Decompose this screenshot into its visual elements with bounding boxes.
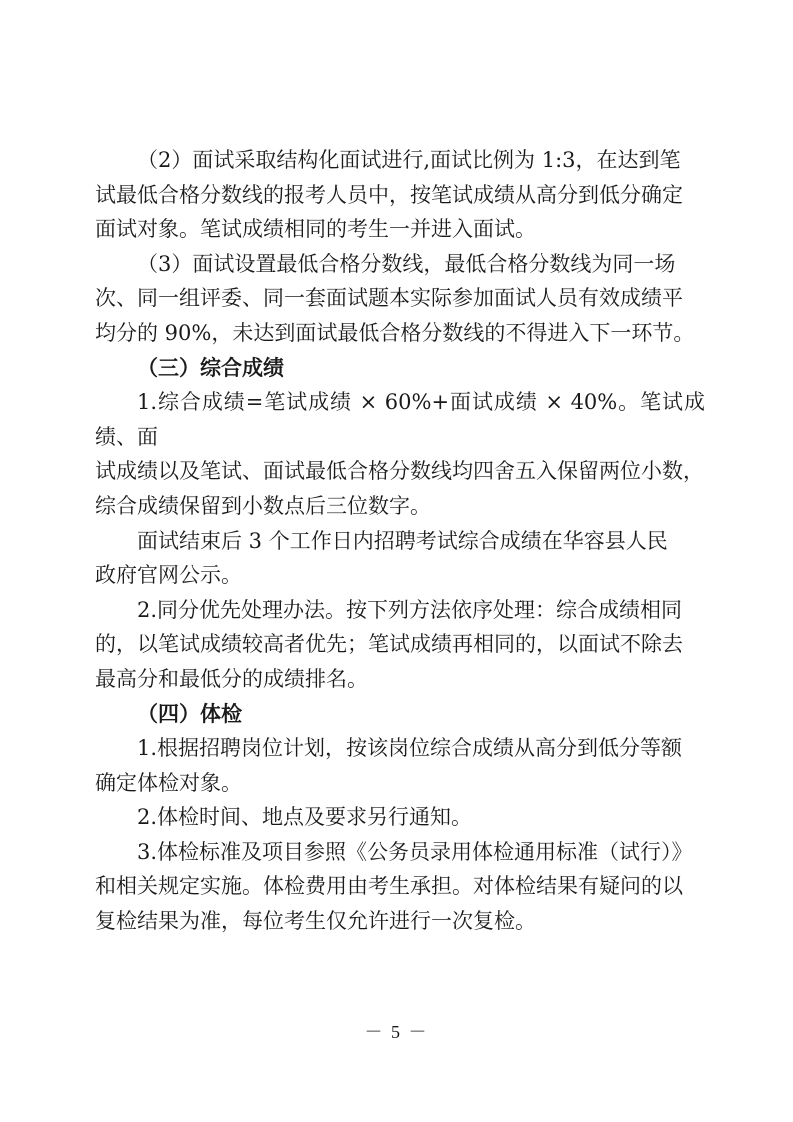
paragraph-physical-standards: 3.体检标准及项目参照《公务员录用体检通用标准（试行）》 和相关规定实施。体检费用由考生承担。对体检结果有疑问的以 复检结果为准，每位考生仅允许进行一次复检。	[95, 839, 693, 934]
paragraph-interview-ratio: （2）面试采取结构化面试进行,面试比例为 1:3，在达到笔 试最低合格分数线的报考人员中，按笔试成绩从高分到低分确定 面试对象。笔试成绩相同的考生一并进入面试。	[95, 148, 683, 242]
paragraph-interview-threshold: （3）面试设置最低合格分数线，最低合格分数线为同一场 次、同一组评委、同一套面试题本实际参加面试人员有效成绩平 均分的 90%，未达到面试最低合格分数线的不得进入下一环节。	[95, 251, 695, 345]
page-number: － 5 －	[364, 1022, 429, 1042]
section-heading-composite-score: （三）综合成绩	[137, 355, 284, 380]
paragraph-physical-schedule: 2.体检时间、地点及要求另行通知。	[137, 805, 473, 830]
paragraph-composite-formula: 1.综合成绩=笔试成绩 × 60%+面试成绩 × 40%。笔试成绩、面 试成绩以及笔试、面试最低合格分数线均四舍五入保留两位小数， 综合成绩保留到小数点后三位数字。	[95, 390, 705, 518]
paragraph-physical-candidates: 1.根据招聘岗位计划，按该岗位综合成绩从高分到低分等额 确定体检对象。	[95, 736, 683, 795]
section-heading-physical-exam: （四）体检	[137, 701, 242, 726]
document-body	[95, 143, 705, 939]
paragraph-tie-breaking: 2.同分优先处理办法。按下列方法依序处理：综合成绩相同 的，以笔试成绩较高者优先；笔试成绩再相同的，以面试不除去 最高分和最低分的成绩排名。	[95, 597, 683, 691]
paragraph-composite-announcement: 面试结束后 3 个工作日内招聘考试综合成绩在华容县人民 政府官网公示。	[95, 528, 668, 588]
